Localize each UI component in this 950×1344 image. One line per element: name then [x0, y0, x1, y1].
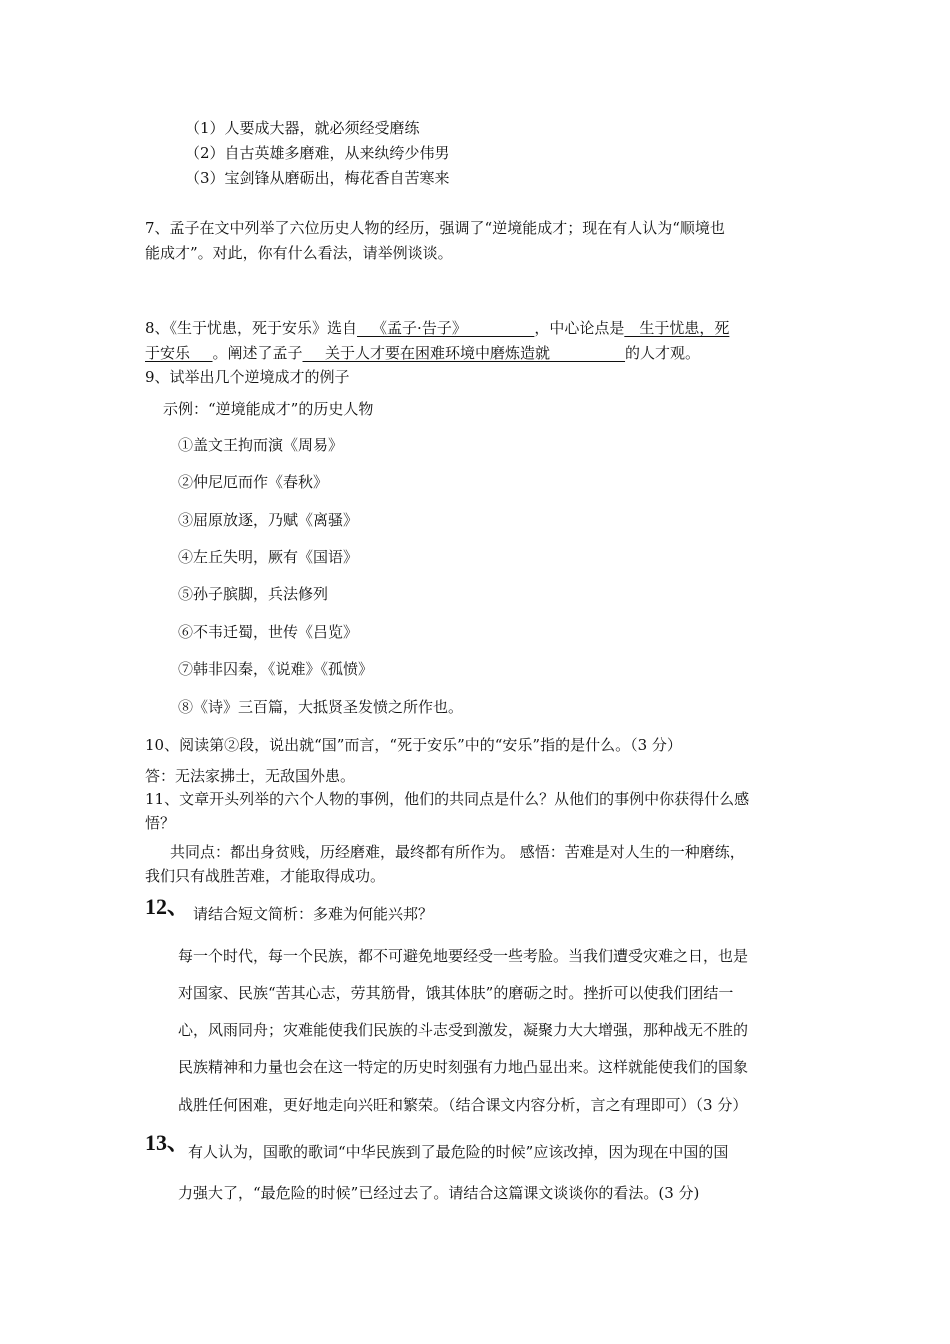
q9-example-7: ⑦韩非囚秦，《说难》《孤愤》	[178, 660, 374, 678]
q9-intro: 示例：“逆境能成才”的历史人物	[163, 400, 374, 418]
q9-example-1: ①盖文王拘而演《周易》	[178, 436, 344, 454]
q12-answer-line-4: 民族精神和力量也会在这一特定的历史时刻强有力地凸显出来。这样就能使我们的国象	[178, 1058, 749, 1076]
q9-example-5: ⑤孙子膑脚，兵法修列	[178, 585, 329, 603]
q9-example-6: ⑥不韦迁蜀，世传《吕览》	[178, 623, 359, 641]
q11-line-1: 11、文章开头列举的六个人物的事例，他们的共同点是什么？从他们的事例中你获得什么感	[145, 790, 750, 808]
saying-3: （3）宝剑锋从磨砺出，梅花香自苦寒来	[185, 169, 450, 187]
q12-answer-line-2: 对国家、民族“苦其心志，劳其筋骨，饿其体肤”的磨砺之时。挫折可以使我们团结一	[178, 984, 734, 1002]
q8-line-2	[145, 343, 700, 363]
saying-2: （2）自古英雄多磨难，从来纨绔少伟男	[185, 144, 450, 162]
q10-question: 10、阅读第②段，说出就“国”而言，“死于安乐”中的“安乐”指的是什么。（3 分）	[145, 736, 682, 754]
q8-line-1	[145, 318, 729, 338]
q12-number: 12、	[145, 894, 190, 919]
saying-1: （1）人要成大器，就必须经受磨练	[185, 119, 420, 137]
q8-blank-view: ___关于人才要在困难环境中磨炼造就__________	[302, 344, 626, 362]
q12-answer-line-5: 战胜任何困难，更好地走向兴旺和繁荣。（结合课文内容分析，言之有理即可）（3 分）	[178, 1096, 748, 1114]
q9-example-2: ②仲尼厄而作《春秋》	[178, 473, 329, 491]
q8-text-1: 8、《生于忧患，死于安乐》选自	[145, 319, 358, 337]
q12-answer-line-3: 心，风雨同舟；灾难能使我们民族的斗志受到激发，凝聚力大大增强，那种战无不胜的	[178, 1021, 749, 1039]
q9-question: 9、试举出几个逆境成才的例子	[145, 368, 350, 386]
q8-text-3: 。阐述了孟子	[212, 344, 303, 362]
q13-line-1: 有人认为，国歌的歌词“中华民族到了最危险的时候”应该改掉，因为现在中国的国	[188, 1143, 729, 1161]
q13-number: 13、	[145, 1130, 190, 1155]
q8-blank-source: __《孟子·告子》_________	[357, 319, 535, 337]
q11-answer-2: 我们只有战胜苦难，才能取得成功。	[145, 867, 386, 885]
q9-example-3: ③屈原放逐，乃赋《离骚》	[178, 511, 359, 529]
q11-line-2: 悟？	[145, 814, 176, 832]
q7-line-1: 7、孟子在文中列举了六位历史人物的经历，强调了“逆境能成才；现在有人认为“顺境也	[145, 219, 725, 237]
q11-answer-1: 共同点：都出身贫贱，历经磨难，最终都有所作为。 感悟：苦难是对人生的一种磨练，	[170, 843, 745, 861]
q9-example-8: ⑧《诗》三百篇，大抵贤圣发愤之所作也。	[178, 698, 464, 716]
q12-answer-line-1: 每一个时代，每一个民族，都不可避免地要经受一些考脸。当我们遭受灾难之日，也是	[178, 947, 749, 965]
q8-text-4: 的人才观。	[625, 344, 701, 362]
q8-blank-thesis-a: __生于忧患，死	[624, 319, 730, 337]
q9-example-4: ④左丘失明，厥有《国语》	[178, 548, 359, 566]
q13-line-2: 力强大了，“最危险的时候”已经过去了。请结合这篇课文谈谈你的看法。(3 分)	[178, 1184, 700, 1202]
q7-line-2: 能成才”。对此，你有什么看法，请举例谈谈。	[145, 244, 453, 262]
q12-question: 请结合短文简析：多难为何能兴邦？	[193, 905, 434, 923]
q8-blank-thesis-b: 于安乐___	[145, 344, 213, 362]
q10-answer: 答：无法家拂士，无敌国外患。	[145, 767, 356, 785]
q8-text-2: ，中心论点是	[534, 319, 625, 337]
